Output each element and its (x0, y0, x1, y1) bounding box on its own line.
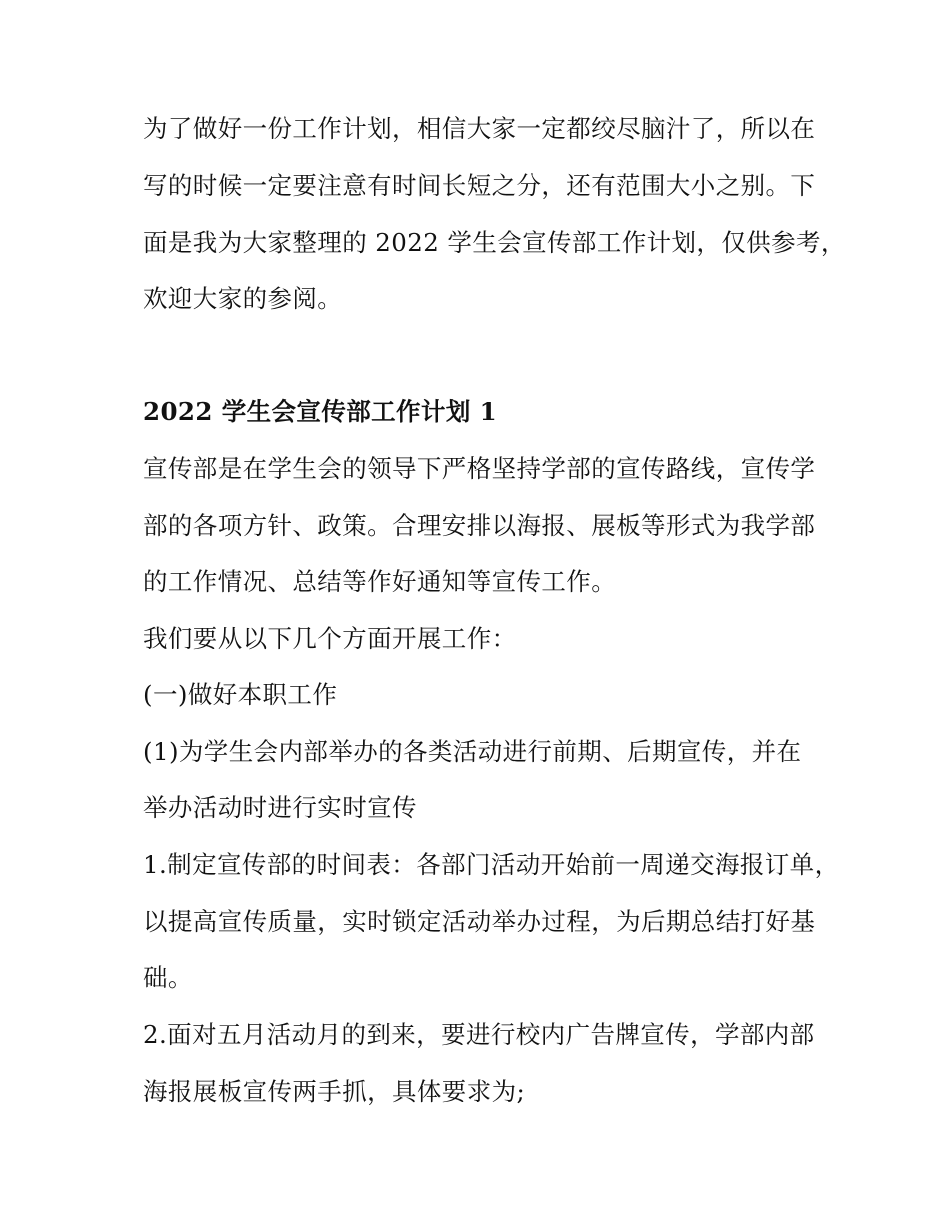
body-line: 举办活动时进行实时宣传 (143, 793, 417, 822)
body-line: (1)为学生会内部举办的各类活动进行前期、后期宣传，并在 (143, 737, 802, 766)
section-heading: 2022 学生会宣传部工作计划 1 (143, 397, 498, 426)
body-line: 的工作情况、总结等作好通知等宣传工作。 (143, 567, 617, 596)
intro-line: 为了做好一份工作计划，相信大家一定都绞尽脑汁了，所以在 (143, 114, 816, 143)
intro-line: 欢迎大家的参阅。 (143, 284, 343, 313)
body-line: 海报展板宣传两手抓，具体要求为; (143, 1077, 526, 1106)
body-line: 以提高宣传质量，实时锁定活动举办过程，为后期总结打好基 (143, 907, 816, 936)
intro-line: 写的时候一定要注意有时间长短之分，还有范围大小之别。下 (143, 171, 816, 200)
intro-line: 面是我为大家整理的 2022 学生会宣传部工作计划，仅供参考， (143, 228, 846, 257)
body-line: 部的各项方针、政策。合理安排以海报、展板等形式为我学部 (143, 511, 816, 540)
body-line: 2.面对五月活动月的到来，要进行校内广告牌宣传，学部内部 (143, 1020, 815, 1049)
body-line: 宣传部是在学生会的领导下严格坚持学部的宣传路线，宣传学 (143, 454, 816, 483)
body-line: 1.制定宣传部的时间表：各部门活动开始前一周递交海报订单， (143, 850, 840, 879)
body-line: (一)做好本职工作 (143, 680, 338, 709)
body-line: 础。 (143, 963, 193, 992)
body-line: 我们要从以下几个方面开展工作： (143, 624, 517, 653)
